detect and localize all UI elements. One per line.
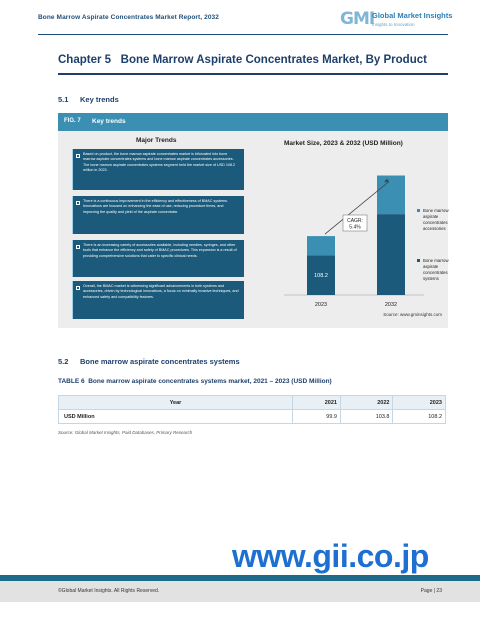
legend-swatch [417,259,420,262]
logo-tagline: Insights to Innovation [372,22,415,27]
section-title: Bone marrow aspirate concentrates systems [80,357,240,366]
market-size-chart [274,153,449,323]
figure-label: FIG. 7 [64,118,81,124]
table-caption [58,378,332,385]
chapter-heading [58,54,427,66]
table-cell: 108.2 [393,410,446,424]
table-row [59,410,446,424]
chapter-divider [58,73,448,75]
trend-text: Based on product, the bone marrow aspirate concentrates market is bifurcated into bone marrow aspirate concentrates systems and bone marrow aspirate concentrates accessories. The bone marrow aspirate concentrates systems segment held the market size of USD 108.2 million in 2023. [83,152,236,173]
table-header: Year [59,396,293,410]
table-header: 2021 [293,396,341,410]
checkbox-icon [76,201,80,205]
watermark-url: www.gii.co.jp [232,538,429,574]
trend-text: There is a continuous improvement in the efficiency and effectiveness of BMAC systems. Innovations are focused on enhancing the ease of use, reducing procedure times, and improving the quality and yield of the aspirate concentrate. [83,199,228,214]
table-source: Source: Global Market Insights, Paid Databases, Primary Research [58,430,193,435]
legend-label: Bone marrow [423,258,449,263]
trend-card [72,240,244,277]
footer-copyright: ©Global Market Insights. All Rights Reserved. [58,588,160,594]
table-caption-text: Bone marrow aspirate concentrates systems market, 2021 – 2023 (USD Million) [88,378,332,385]
chart-title: Market Size, 2023 & 2032 (USD Million) [284,140,403,147]
trend-card [72,149,244,190]
section-number: 5.1 [58,95,69,104]
figure-key-trends [58,113,448,328]
footer-margin [0,602,480,621]
trend-text: Overall, the BMAC market is witnessing significant advancements in both systems and accessories, driven by technological innovations, a focus on minimally invasive techniques, and enhanced safety and compatibility features. [83,284,239,299]
section-title: Key trends [80,95,119,104]
table-header: 2023 [393,396,446,410]
legend-swatch [417,209,420,212]
figure-source: Source: www.gminsights.com [383,312,442,317]
section-number: 5.2 [58,357,69,366]
legend-label: Bone marrow [423,208,449,213]
table-header-row [59,396,446,410]
bar-accessories-2032 [377,176,405,215]
trend-card [72,281,244,319]
legend-label: aspirate [423,214,439,219]
checkbox-icon [76,245,80,249]
page-header [0,0,480,36]
bar-accessories-2023 [307,236,335,255]
legend-label: aspirate [423,264,439,269]
page-footer [0,581,480,602]
logo-mark: GMI [340,9,375,29]
chapter-title: Bone Marrow Aspirate Concentrates Market, By Product [120,54,427,66]
x-tick-label: 2023 [314,302,328,308]
report-title: Bone Marrow Aspirate Concentrates Market Report, 2032 [38,14,219,21]
logo-name: Global Market Insights [372,11,453,20]
footer-page-number: Page | 23 [420,588,442,594]
table-row-label: USD Million [59,410,293,424]
chapter-number: Chapter 5 [58,54,112,66]
bar-systems-2032 [377,214,405,295]
legend-label: concentrates [423,220,448,225]
table-header: 2022 [341,396,393,410]
x-tick-label: 2032 [384,302,398,308]
trend-text: There is an increasing variety of accessories available, including needles, syringes, and other tools that enhance the efficiency and safety of BMAC procedures. This expansion is a result of providing comprehensive solutions that cater to specific clinical needs. [83,243,237,258]
section-heading-5-1 [58,95,119,104]
data-label: 108.2 [314,273,328,280]
legend-label: concentrates [423,270,448,275]
section-heading-5-2 [58,357,240,366]
header-divider [38,34,448,35]
table-label: TABLE 6 [58,378,85,385]
trends-heading: Major Trends [136,137,177,144]
figure-title: Key trends [92,118,126,125]
table-cell: 103.8 [341,410,393,424]
checkbox-icon [76,154,80,158]
checkbox-icon [76,286,80,290]
trend-card [72,196,244,234]
company-logo [340,9,453,33]
legend-label: accessories [423,226,446,231]
cagr-value: 5.4% [349,224,361,231]
figure-title-bar [58,113,448,131]
cagr-label: CAGR: [347,218,363,224]
table-cell: 99.9 [293,410,341,424]
market-table [58,395,446,424]
legend-label: systems [423,276,439,281]
